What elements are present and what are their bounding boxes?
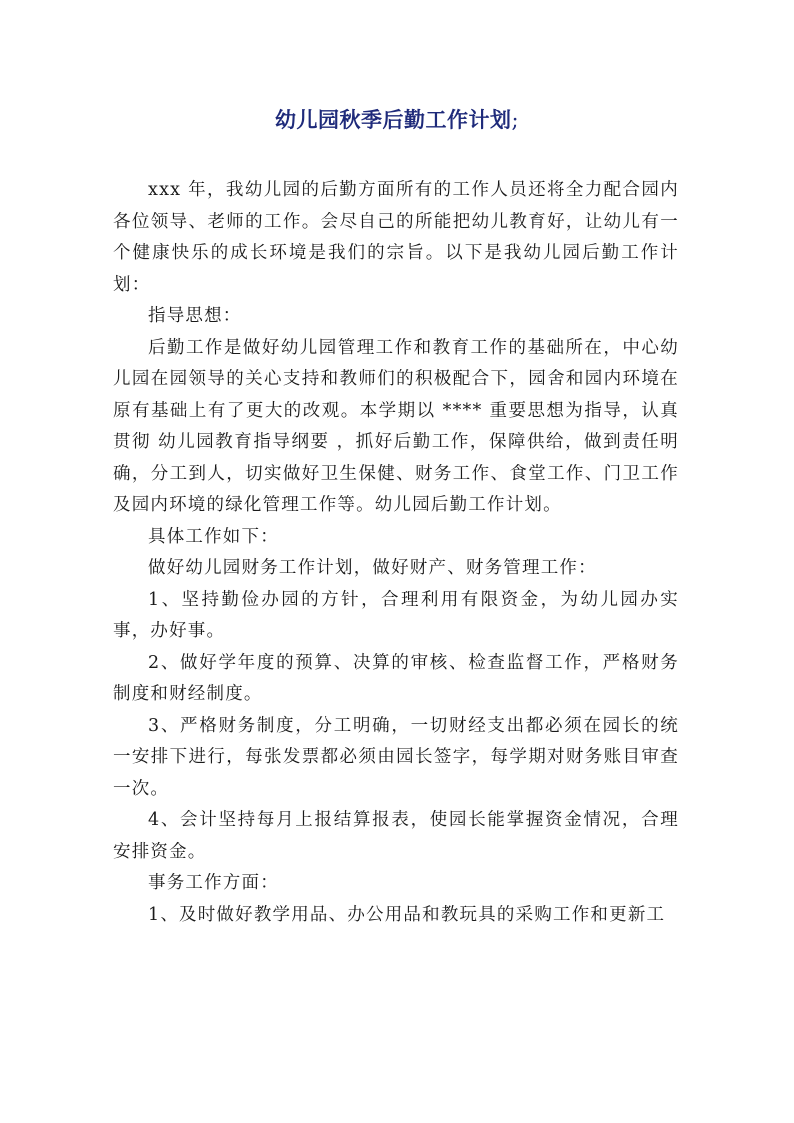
paragraph-guiding: 后勤工作是做好幼儿园管理工作和教育工作的基础所在，中心幼儿园在园领导的关心支持和教师们的积极配合下，园舍和园内环境在原有基础上有了更大的改观。本学期以 **** 重要思想为指导，认真贯彻 幼儿园教育指导纲要 ，抓好后勤工作，保障供给，做到责任明确，分工到人，切实做好卫生保健、财务工作、食堂工作、门卫工作及园内环境的绿化管理工作等。幼儿园后勤工作计划。 (113, 337, 679, 515)
paragraph-heading-guiding: 指导思想： (148, 306, 242, 326)
paragraph-finance-1: 1、坚持勤俭办园的方针，合理利用有限资金，为幼儿园办实事，办好事。 (113, 589, 679, 641)
paragraph-affairs-heading: 事务工作方面： (148, 873, 279, 893)
paragraph-finance-2: 2、做好学年度的预算、决算的审核、检查监督工作，严格财务制度和财经制度。 (113, 652, 679, 704)
document-body (113, 175, 679, 931)
title-mark: ; (511, 108, 520, 132)
paragraph-finance-3: 3、严格财务制度，分工明确，一切财经支出都必须在园长的统一安排下进行，每张发票都必须由园长签字，每学期对财务账目审查一次。 (113, 715, 679, 799)
title-text: 幼儿园秋季后勤工作计划 (274, 107, 512, 132)
paragraph-intro: xxx 年，我幼儿园的后勤方面所有的工作人员还将全力配合园内各位领导、老师的工作。会尽自己的所能把幼儿教育好，让幼儿有一个健康快乐的成长环境是我们的宗旨。以下是我幼儿园后勤工作计划： (113, 180, 679, 295)
paragraph-finance-4: 4、会计坚持每月上报结算报表，使园长能掌握资金情况，合理安排资金。 (113, 810, 679, 862)
paragraph-affairs-1: 1、及时做好教学用品、办公用品和教玩具的采购工作和更新工 (148, 904, 666, 925)
paragraph-finance-heading: 做好幼儿园财务工作计划，做好财产、财务管理工作： (148, 558, 597, 578)
paragraph-heading-specific: 具体工作如下： (148, 526, 279, 547)
document-title (0, 104, 794, 134)
